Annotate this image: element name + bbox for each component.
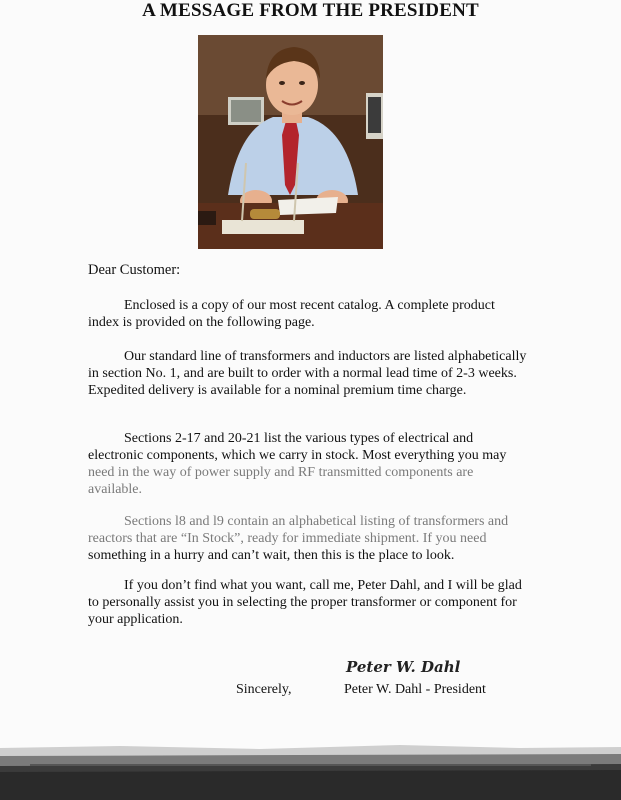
paragraph-contact: If you don’t find what you want, call me, Peter Dahl, and I will be glad to personally assist you in selecting the proper transformer or component for your application. (88, 578, 522, 627)
paragraph-stock-sections-text: Sections 2-17 and 20-21 list the various types of electrical and electronic components, which we carry in stock. Most everything you may (88, 431, 507, 463)
paragraph-stock-sections-faded-text: need in the way of power supply and RF transmitted components are available. (88, 465, 474, 497)
handwritten-signature: Peter W. Dahl (346, 658, 461, 676)
paragraph-in-stock-faded-text: Sections l8 and l9 contain an alphabetical listing of transformers and reactors that are “In Stock”, ready for immediate shipment. If you need (88, 514, 509, 546)
paragraph-in-stock-sections (88, 513, 528, 564)
scanned-page-edge (0, 742, 621, 800)
paragraph-stock-sections (88, 430, 528, 498)
closing: Sincerely, (236, 682, 292, 697)
paragraph-in-stock-text: something in a hurry and can’t wait, then this is the place to look. (88, 548, 455, 563)
salutation: Dear Customer: (88, 262, 181, 278)
president-portrait-image (198, 35, 383, 249)
signer-name: Peter W. Dahl - President (344, 682, 486, 697)
paragraph-catalog: Enclosed is a copy of our most recent catalog. A complete product index is provided on the following page. (88, 298, 495, 330)
president-photo (198, 35, 383, 249)
page-title: A MESSAGE FROM THE PRESIDENT (142, 0, 479, 21)
paragraph-standard-line: Our standard line of transformers and inductors are listed alphabetically in section No. 1, and are built to order with a normal lead time of 2-3 weeks. Expedited delivery is available for a nominal premium time charge. (88, 349, 527, 398)
